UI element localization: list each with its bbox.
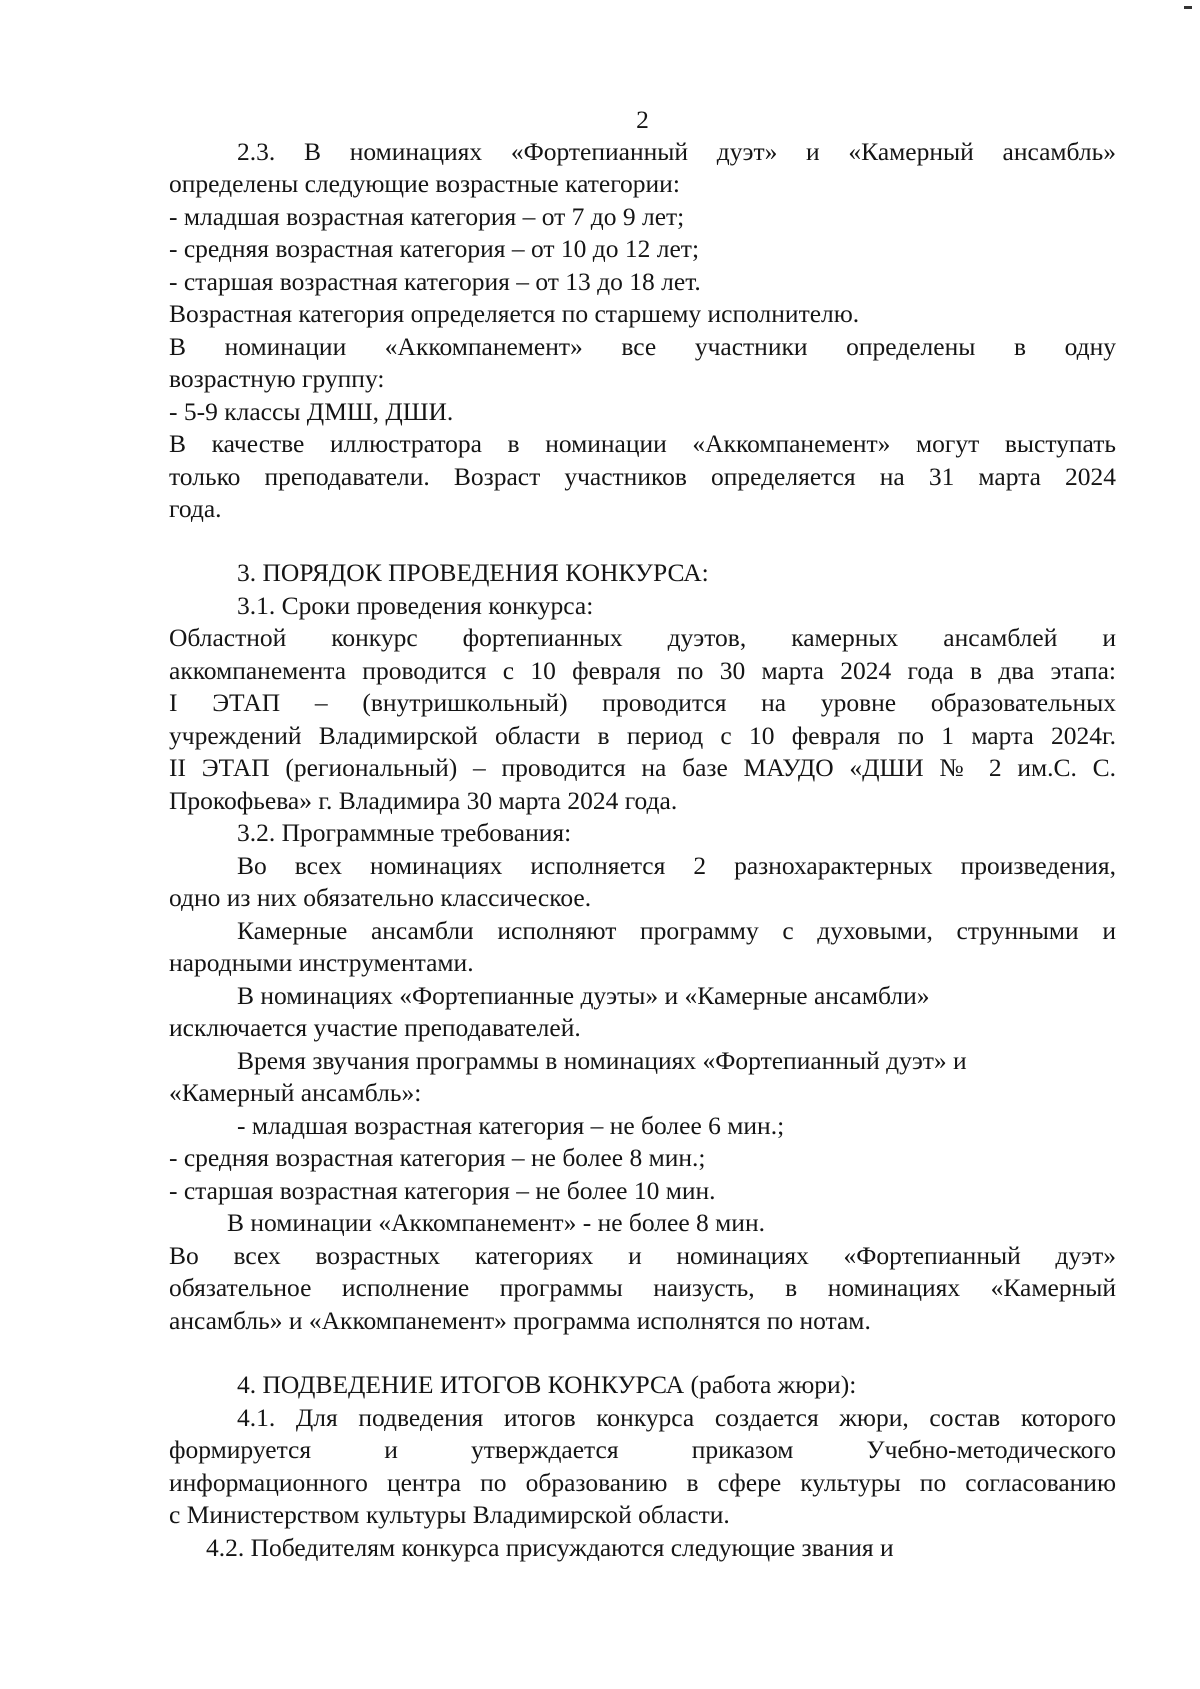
scan-mark	[1184, 6, 1192, 9]
text-line: с Министерством культуры Владимирской области.	[169, 1500, 730, 1529]
text-line: ансамбль» и «Аккомпанемент» программа исполнятся по нотам.	[169, 1306, 871, 1335]
text-line: - младшая возрастная категория – не более 6 мин.;	[237, 1111, 785, 1140]
text-line: II ЭТАП (региональный) – проводится на базе МАУДО «ДШИ № 2 им.С. С.	[169, 753, 1116, 782]
text-line: Возрастная категория определяется по старшему исполнителю.	[169, 299, 860, 328]
text-line: Во всех возрастных категориях и номинациях «Фортепианный дуэт»	[169, 1241, 1116, 1270]
text-line: учреждений Владимирской области в период с 10 февраля по 1 марта 2024г.	[169, 721, 1116, 750]
text-line: I ЭТАП – (внутришкольный) проводится на уровне образовательных	[169, 688, 1116, 717]
text-line: народными инструментами.	[169, 948, 474, 977]
text-line: 3.2. Программные требования:	[237, 818, 572, 847]
text-line: возрастную группу:	[169, 364, 385, 393]
text-line: - средняя возрастная категория – от 10 до 12 лет;	[169, 234, 700, 263]
text-line: исключается участие преподавателей.	[169, 1013, 581, 1042]
section-heading: 4. ПОДВЕДЕНИЕ ИТОГОВ КОНКУРСА (работа жюри):	[237, 1370, 857, 1399]
text-line: года.	[169, 494, 222, 523]
text-line: формируется и утверждается приказом Учебно-методического	[169, 1435, 1116, 1464]
text-line: - 5-9 классы ДМШ, ДШИ.	[169, 397, 454, 426]
text-line: - старшая возрастная категория – от 13 до 18 лет.	[169, 267, 701, 296]
text-line: одно из них обязательно классическое.	[169, 883, 592, 912]
text-line: - средняя возрастная категория – не более 8 мин.;	[169, 1143, 706, 1172]
text-line: Областной конкурс фортепианных дуэтов, камерных ансамблей и	[169, 623, 1116, 652]
text-line: только преподаватели. Возраст участников определяется на 31 марта 2024	[169, 462, 1116, 491]
text-line: определены следующие возрастные категории:	[169, 169, 680, 198]
text-line: В номинации «Аккомпанемент» все участники определены в одну	[169, 332, 1116, 361]
text-line: В качестве иллюстратора в номинации «Аккомпанемент» могут выступать	[169, 429, 1116, 458]
text-line: 3.1. Сроки проведения конкурса:	[237, 591, 594, 620]
text-line: 4.2. Победителям конкурса присуждаются следующие звания и	[206, 1533, 894, 1562]
text-line: обязательное исполнение программы наизусть, в номинациях «Камерный	[169, 1273, 1116, 1302]
text-line: 2.3. В номинациях «Фортепианный дуэт» и «Камерный ансамбль»	[237, 137, 1116, 166]
text-line: аккомпанемента проводится с 10 февраля по 30 марта 2024 года в два этапа:	[169, 656, 1116, 685]
text-line: - младшая возрастная категория – от 7 до 9 лет;	[169, 202, 685, 231]
text-line: Камерные ансамбли исполняют программу с духовыми, струнными и	[237, 916, 1116, 945]
text-line: «Камерный ансамбль»:	[169, 1078, 422, 1107]
section-heading: 3. ПОРЯДОК ПРОВЕДЕНИЯ КОНКУРСА:	[237, 558, 709, 587]
text-line: Прокофьева» г. Владимира 30 марта 2024 года.	[169, 786, 678, 815]
text-line: В номинации «Аккомпанемент» - не более 8 мин.	[227, 1208, 765, 1237]
text-line: Во всех номинациях исполняется 2 разнохарактерных произведения,	[237, 851, 1116, 880]
text-line: В номинациях «Фортепианные дуэты» и «Камерные ансамбли»	[237, 981, 930, 1010]
text-line: Время звучания программы в номинациях «Фортепианный дуэт» и	[237, 1046, 967, 1075]
text-line: 4.1. Для подведения итогов конкурса создается жюри, состав которого	[237, 1403, 1116, 1432]
page-number: 2	[636, 105, 649, 134]
text-line: информационного центра по образованию в сфере культуры по согласованию	[169, 1468, 1116, 1497]
text-line: - старшая возрастная категория – не более 10 мин.	[169, 1176, 716, 1205]
